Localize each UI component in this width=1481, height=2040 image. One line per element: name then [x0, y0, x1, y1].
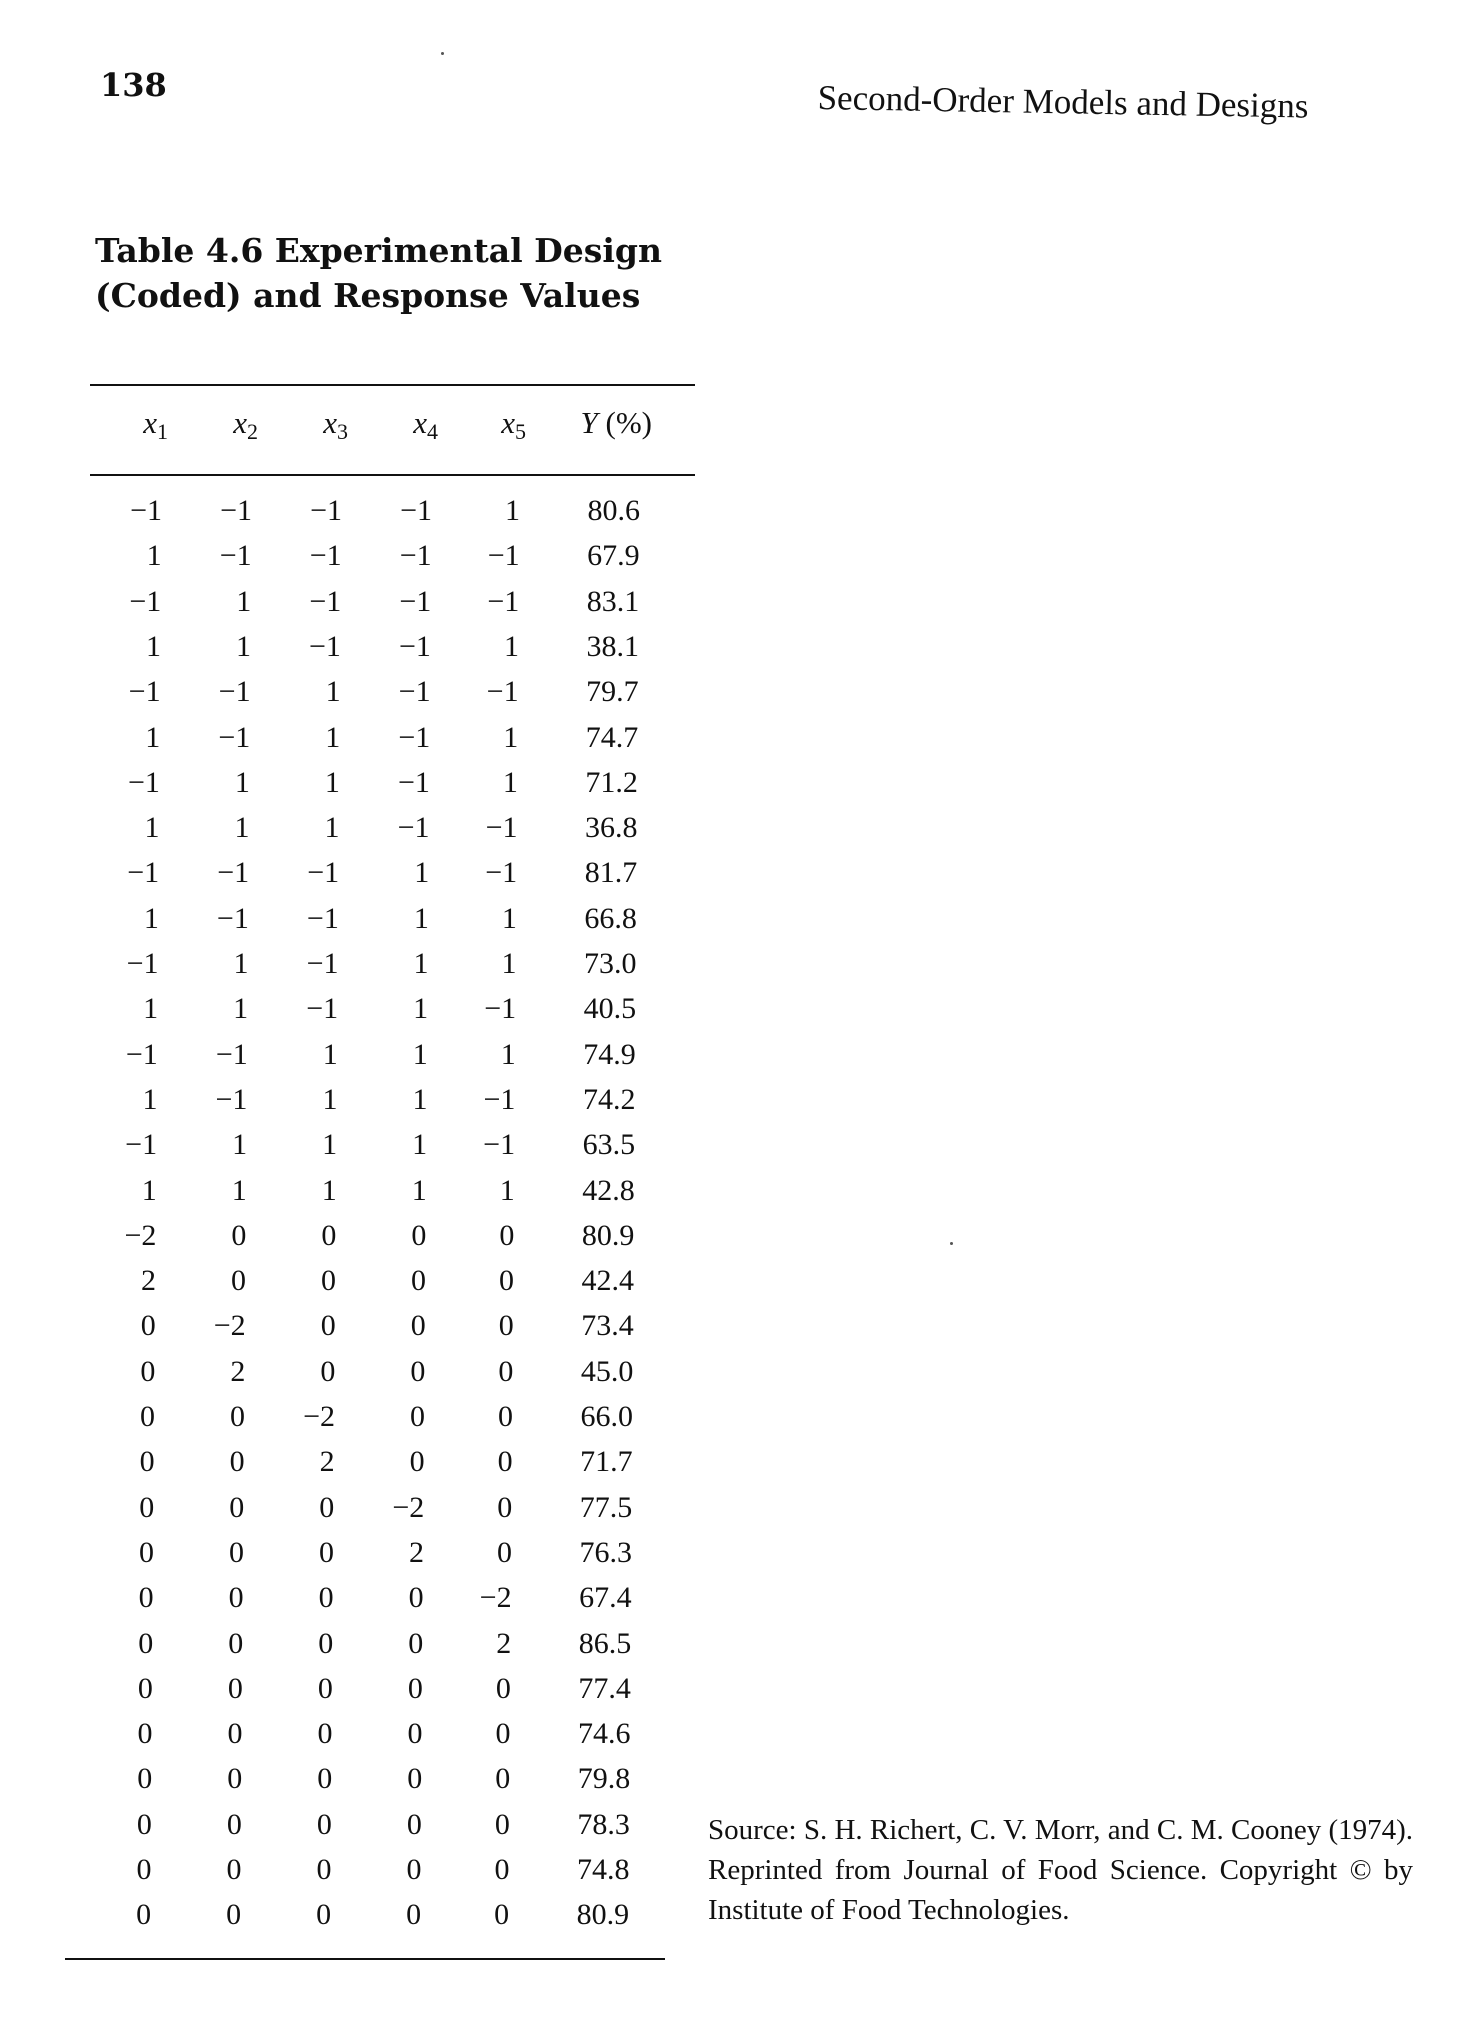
factor-cell: −1 — [484, 992, 517, 1026]
response-cell: 74.6 — [578, 1717, 631, 1751]
table-row — [0, 1491, 720, 1536]
response-cell: 77.4 — [578, 1671, 631, 1705]
factor-cell: 1 — [503, 720, 519, 754]
factor-cell: 1 — [236, 584, 252, 618]
factor-cell: −1 — [128, 675, 161, 709]
response-cell: 74.8 — [577, 1853, 630, 1886]
factor-cell: 1 — [235, 629, 251, 663]
column-header-var: x — [143, 405, 157, 440]
factor-cell: 0 — [230, 1400, 245, 1433]
factor-cell: 0 — [495, 1671, 511, 1705]
table-row — [0, 1717, 720, 1762]
response-cell: 45.0 — [580, 1354, 634, 1388]
response-cell: 66.0 — [580, 1400, 633, 1433]
factor-cell: −1 — [399, 629, 431, 663]
factor-cell: −1 — [306, 947, 339, 980]
factor-cell: 0 — [494, 1853, 510, 1886]
factor-cell: 1 — [141, 1173, 157, 1207]
factor-cell: 0 — [498, 1400, 513, 1433]
running-head: Second-Order Models and Designs — [817, 78, 1309, 126]
response-cell: 67.4 — [579, 1581, 632, 1615]
factor-cell: 0 — [409, 1445, 425, 1479]
table-row — [0, 811, 720, 856]
factor-cell: 1 — [413, 901, 429, 935]
factor-cell: 0 — [140, 1400, 155, 1433]
table-row — [0, 1853, 720, 1898]
factor-cell: 0 — [317, 1717, 333, 1751]
response-cell: 80.6 — [587, 494, 640, 527]
factor-cell: 0 — [140, 1309, 156, 1343]
factor-cell: 1 — [234, 811, 250, 845]
column-header-subscript: 5 — [515, 419, 526, 444]
response-cell: 80.9 — [581, 1218, 635, 1252]
column-header — [233, 405, 258, 445]
factor-cell: 0 — [321, 1218, 337, 1252]
factor-cell: 0 — [228, 1535, 244, 1569]
factor-cell: 0 — [320, 1354, 336, 1388]
response-cell: 81.7 — [584, 856, 638, 890]
table-row — [0, 1219, 720, 1264]
factor-cell: 0 — [140, 1354, 156, 1388]
factor-cell: 2 — [496, 1626, 512, 1660]
response-cell: 71.2 — [585, 765, 638, 799]
column-header-subscript: 2 — [247, 419, 258, 444]
factor-cell: 1 — [502, 765, 518, 799]
table-row — [0, 1672, 720, 1717]
table-bottom-rule — [65, 1958, 665, 1960]
factor-cell: −1 — [127, 856, 160, 890]
table-row — [0, 1083, 720, 1128]
column-header-var: x — [501, 405, 515, 440]
factor-cell: −1 — [306, 992, 339, 1026]
factor-cell: −1 — [215, 1037, 248, 1071]
factor-cell: 0 — [407, 1671, 423, 1705]
factor-cell: −1 — [309, 584, 342, 618]
factor-cell: 0 — [320, 1309, 336, 1343]
factor-cell: −1 — [310, 494, 342, 527]
factor-cell: −1 — [483, 1128, 516, 1162]
table-row — [0, 1808, 720, 1853]
factor-cell: 0 — [499, 1264, 515, 1298]
factor-cell: 0 — [228, 1581, 244, 1615]
factor-cell: −1 — [398, 720, 431, 754]
factor-cell: 0 — [408, 1581, 424, 1615]
column-header — [501, 405, 526, 445]
factor-cell: 0 — [226, 1898, 242, 1932]
table-row — [0, 1400, 720, 1445]
factor-cell: 0 — [496, 1535, 512, 1569]
response-cell: 79.8 — [577, 1762, 631, 1796]
table-row — [0, 721, 720, 766]
factor-cell: −1 — [215, 1082, 248, 1116]
factor-cell: −1 — [309, 629, 341, 663]
factor-cell: 1 — [322, 1082, 338, 1116]
factor-cell: 1 — [503, 629, 519, 663]
table-row — [0, 1309, 720, 1354]
factor-cell: 0 — [494, 1807, 510, 1841]
factor-cell: 1 — [500, 1037, 516, 1071]
factor-cell: −1 — [487, 539, 520, 573]
factor-cell: 0 — [138, 1535, 154, 1569]
factor-cell: 1 — [501, 901, 517, 935]
factor-cell: 0 — [137, 1671, 153, 1705]
factor-cell: 0 — [136, 1853, 152, 1886]
factor-cell: 0 — [138, 1626, 154, 1660]
factor-cell: 1 — [325, 720, 341, 754]
column-header-subscript: 1 — [157, 419, 168, 444]
factor-cell: −1 — [400, 494, 432, 527]
factor-cell: −1 — [219, 539, 252, 573]
response-cell: 74.7 — [585, 720, 639, 754]
factor-cell: 0 — [408, 1626, 424, 1660]
response-cell: 73.4 — [581, 1309, 634, 1343]
column-header — [581, 405, 652, 441]
table-row — [0, 766, 720, 811]
factor-cell: 1 — [414, 856, 430, 890]
factor-cell: 0 — [136, 1898, 152, 1932]
factor-cell: 1 — [325, 675, 341, 709]
factor-cell: 0 — [316, 1807, 332, 1841]
factor-cell: 1 — [231, 1173, 247, 1207]
factor-cell: 1 — [499, 1173, 515, 1207]
factor-cell: 0 — [231, 1264, 247, 1298]
factor-cell: 0 — [139, 1490, 155, 1524]
table-title: Table 4.6 Experimental Design (Coded) and Response Values — [95, 231, 662, 315]
table-row — [0, 947, 720, 992]
factor-cell: 0 — [499, 1218, 515, 1252]
factor-cell: −1 — [129, 584, 162, 618]
response-cell: 78.3 — [577, 1807, 630, 1841]
factor-cell: 0 — [227, 1671, 243, 1705]
factor-cell: 0 — [319, 1490, 335, 1524]
response-cell: 67.9 — [587, 539, 640, 573]
response-cell: 74.9 — [583, 1037, 636, 1071]
response-cell: 86.5 — [578, 1626, 632, 1660]
factor-cell: 0 — [226, 1807, 242, 1841]
column-header-unit: (%) — [597, 405, 652, 440]
column-header — [143, 405, 168, 445]
factor-cell: 0 — [137, 1762, 153, 1796]
factor-cell: 0 — [139, 1445, 155, 1479]
factor-cell: 1 — [234, 765, 250, 799]
factor-cell: 1 — [146, 539, 162, 573]
factor-cell: 0 — [498, 1309, 514, 1343]
table-row — [0, 539, 720, 584]
column-header-var: x — [323, 405, 337, 440]
factor-cell: 0 — [318, 1581, 334, 1615]
factor-cell: 0 — [495, 1762, 511, 1796]
factor-cell: 1 — [321, 1173, 337, 1207]
table-row — [0, 1355, 720, 1400]
factor-cell: 1 — [322, 1037, 338, 1071]
response-cell: 42.8 — [582, 1173, 635, 1207]
factor-cell: 0 — [498, 1354, 514, 1388]
factor-cell: 1 — [145, 720, 161, 754]
factor-cell: 0 — [318, 1626, 334, 1660]
table-row — [0, 1264, 720, 1309]
factor-cell: 1 — [233, 992, 249, 1026]
table-row — [0, 856, 720, 901]
response-cell: 66.8 — [584, 901, 637, 935]
table-row — [0, 902, 720, 947]
factor-cell: 1 — [411, 1173, 427, 1207]
factor-cell: −1 — [125, 1128, 158, 1162]
page-number: 138 — [100, 66, 167, 104]
column-header — [413, 405, 438, 445]
factor-cell: 0 — [229, 1445, 245, 1479]
column-header-var: Y — [580, 405, 598, 440]
factor-cell: −1 — [397, 811, 430, 845]
factor-cell: 1 — [322, 1128, 338, 1162]
factor-cell: 0 — [316, 1853, 332, 1886]
factor-cell: 0 — [317, 1671, 333, 1705]
column-header-var: x — [233, 405, 247, 440]
table-header-rule — [90, 474, 695, 476]
factor-cell: −1 — [306, 901, 339, 935]
factor-cell: −1 — [309, 539, 342, 573]
factor-cell: −1 — [217, 856, 250, 890]
factor-cell: −2 — [213, 1309, 246, 1343]
response-cell: 73.0 — [584, 947, 637, 980]
table-row — [0, 1128, 720, 1173]
table-row — [0, 675, 720, 720]
factor-cell: 1 — [412, 1082, 428, 1116]
factor-cell: −2 — [479, 1581, 512, 1615]
factor-cell: −1 — [483, 1082, 516, 1116]
factor-cell: 1 — [501, 947, 517, 980]
response-cell: 83.1 — [586, 584, 640, 618]
response-cell: 63.5 — [582, 1128, 636, 1162]
factor-cell: 0 — [406, 1853, 422, 1886]
table-row — [0, 1581, 720, 1626]
table-row — [0, 585, 720, 630]
factor-cell: 0 — [411, 1264, 427, 1298]
factor-cell: 0 — [229, 1490, 245, 1524]
factor-cell: −1 — [125, 1037, 158, 1071]
column-header-subscript: 4 — [427, 419, 438, 444]
response-cell: 42.4 — [581, 1264, 635, 1298]
factor-cell: 0 — [321, 1264, 337, 1298]
factor-cell: −1 — [399, 584, 432, 618]
factor-cell: 1 — [413, 947, 429, 980]
scan-speck — [441, 52, 444, 55]
factor-cell: 0 — [227, 1762, 243, 1796]
scan-speck — [950, 1242, 953, 1245]
response-cell: 79.7 — [586, 675, 639, 709]
response-cell: 38.1 — [586, 629, 639, 663]
table-row — [0, 1445, 720, 1490]
factor-cell: 1 — [412, 1128, 428, 1162]
response-cell: 76.3 — [579, 1535, 632, 1569]
factor-cell: 1 — [142, 1082, 158, 1116]
factor-cell: −1 — [486, 675, 519, 709]
factor-cell: 0 — [407, 1717, 423, 1751]
factor-cell: −2 — [124, 1218, 157, 1252]
response-cell: 74.2 — [582, 1082, 636, 1116]
factor-cell: 1 — [324, 811, 340, 845]
column-header-var: x — [413, 405, 427, 440]
factor-cell: 0 — [411, 1218, 427, 1252]
source-note: Source: S. H. Richert, C. V. Morr, and C. M. Cooney (1974). Reprinted from Journal of Food Science. Copyright © by Institute of Food Technologies. — [708, 1814, 1414, 1926]
factor-cell: −1 — [127, 765, 160, 799]
factor-cell: 1 — [232, 1128, 248, 1162]
factor-cell: −2 — [303, 1400, 335, 1433]
factor-cell: 0 — [138, 1581, 154, 1615]
response-cell: 36.8 — [585, 811, 638, 845]
factor-cell: −1 — [487, 584, 520, 618]
factor-cell: 1 — [143, 901, 159, 935]
table-row — [0, 630, 720, 675]
factor-cell: 0 — [318, 1535, 334, 1569]
factor-cell: 0 — [410, 1309, 426, 1343]
factor-cell: −1 — [218, 720, 251, 754]
factor-cell: 1 — [413, 992, 429, 1026]
factor-cell: −1 — [220, 494, 252, 527]
factor-cell: 0 — [497, 1445, 513, 1479]
factor-cell: 2 — [141, 1264, 157, 1298]
factor-cell: −1 — [130, 494, 162, 527]
factor-cell: 2 — [319, 1445, 335, 1479]
factor-cell: 0 — [227, 1717, 243, 1751]
factor-cell: 0 — [316, 1898, 332, 1932]
factor-cell: 0 — [410, 1354, 426, 1388]
table-row — [0, 992, 720, 1037]
factor-cell: 0 — [406, 1898, 422, 1932]
response-cell: 77.5 — [579, 1490, 633, 1524]
factor-cell: 1 — [505, 494, 520, 527]
factor-cell: 0 — [136, 1807, 152, 1841]
factor-cell: 0 — [226, 1853, 242, 1886]
response-cell: 40.5 — [583, 992, 637, 1026]
factor-cell: 0 — [231, 1218, 247, 1252]
factor-cell: 2 — [230, 1354, 246, 1388]
response-cell: 71.7 — [580, 1445, 633, 1479]
factor-cell: 1 — [145, 629, 161, 663]
factor-cell: 1 — [324, 765, 340, 799]
factor-cell: −1 — [397, 765, 430, 799]
factor-cell: 0 — [407, 1762, 423, 1796]
factor-cell: −1 — [307, 856, 340, 890]
factor-cell: 0 — [137, 1717, 153, 1751]
factor-cell: −1 — [398, 675, 431, 709]
table-row — [0, 1898, 720, 1943]
factor-cell: 0 — [495, 1717, 511, 1751]
factor-cell: −2 — [392, 1490, 425, 1524]
response-cell: 80.9 — [576, 1898, 630, 1932]
factor-cell: −1 — [216, 901, 249, 935]
table-row — [0, 1762, 720, 1807]
table-row — [0, 1627, 720, 1672]
factor-cell: −1 — [218, 675, 251, 709]
factor-cell: 0 — [410, 1400, 425, 1433]
table-row — [0, 1038, 720, 1083]
table-row — [0, 1536, 720, 1581]
factor-cell: 0 — [497, 1490, 513, 1524]
factor-cell: −1 — [399, 539, 432, 573]
factor-cell: −1 — [485, 811, 518, 845]
factor-cell: 1 — [144, 811, 160, 845]
factor-cell: −1 — [126, 947, 159, 980]
factor-cell: 2 — [408, 1535, 424, 1569]
table-row — [0, 1174, 720, 1219]
factor-cell: 0 — [228, 1626, 244, 1660]
factor-cell: 1 — [233, 947, 249, 980]
table-top-rule — [90, 384, 695, 386]
factor-cell: 0 — [406, 1807, 422, 1841]
column-header-subscript: 3 — [337, 419, 348, 444]
factor-cell: 0 — [317, 1762, 333, 1796]
factor-cell: 0 — [494, 1898, 510, 1932]
table-header — [90, 405, 695, 455]
factor-cell: 1 — [143, 992, 159, 1026]
column-header — [323, 405, 348, 445]
factor-cell: −1 — [485, 856, 518, 890]
factor-cell: 1 — [412, 1037, 428, 1071]
table-row — [0, 494, 720, 539]
